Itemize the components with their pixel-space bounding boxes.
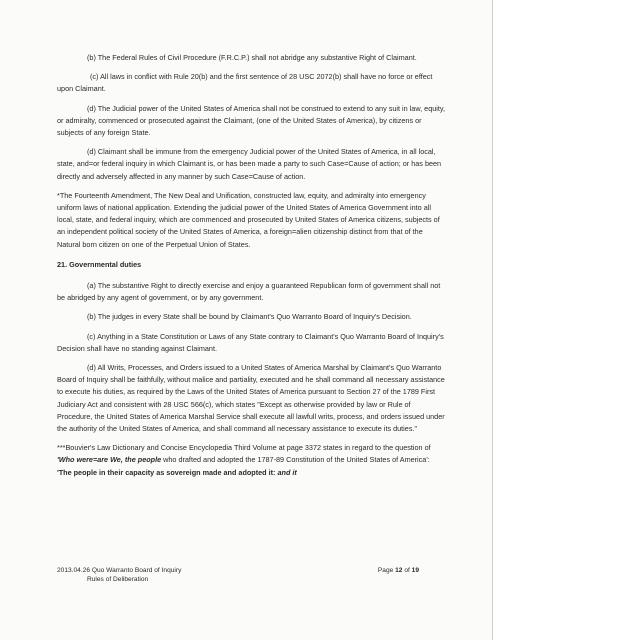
section-heading: 21. Governmental duties <box>57 259 142 269</box>
footer-document-title: 2013.04.26 Quo Warranto Board of Inquiry <box>57 567 182 574</box>
paragraph-c-laws-in-conflict: (c) All laws in conflict with Rule 20(b) and the first sentence of 28 USC 2072(b) shall have no force or effect upon Claimant. <box>57 72 433 94</box>
bouvier-text-2: who drafted and adopted the 1787-89 Constitution of the United States of America': <box>161 455 430 465</box>
section-paragraph-d: (d) All Writs, Processes, and Orders issued to a United States of America Marshal by Claimant's Quo Warranto Board of Inquiry shall be faithfully, without malice and partiality, executed and he shall command all necessary assistance to execute his duties, as required by the Laws of the United States of America pursuant to Section 27 of the 1789 First Judiciary Act and consistent with 28 USC 566(c), which states "Except as otherwise provided by law or Rule of Procedure, the United States of America Marshal Service shall execute all lawfull writs, process, and orders issued under the authority of the United States of America, and shall command all necessary assistance to execute its duties." <box>57 363 445 434</box>
footer-document-subtitle: Rules of Deliberation <box>87 575 149 583</box>
paragraph-b-frcp: (b) The Federal Rules of Civil Procedure (F.R.C.P.) shall not abridge any substantive Right of Claimant. <box>87 53 417 62</box>
bouvier-end-bold: 'The people in their capacity as sovereign made and adopted it: <box>57 467 276 477</box>
page-total: 19 <box>411 567 419 574</box>
paragraph-d-immunity: (d) Claimant shall be immune from the emergency Judicial power of the United States of America, in all local, state, and=or federal inquiry in which Claimant is, or has been made a party to such Case=Cause of action; or has been directly and adversely affected in any manner by such Case=Cause of action. <box>57 147 442 181</box>
bouvier-paragraph <box>57 442 445 479</box>
section-paragraph-b: (b) The judges in every State shall be bound by Claimant's Quo Warranto Board of Inquiry's Decision. <box>87 312 412 322</box>
page-current: 12 <box>395 567 403 574</box>
bouvier-end-bold-italic: and it <box>275 467 297 477</box>
page-number <box>378 567 419 576</box>
fourteenth-amendment-note: *The Fourteenth Amendment, The New Deal and Unification, constructed law, equity, and admiralty into emergency uniform laws of national application. Extending the judicial power of the United States of America Government into all local, state, and federal inquiry, which are commenced and prosecuted by United States of America citizens, subjects of an independent political society of the United States of America, a foreign=alien citizenship distinct from that of the Natural born citizen on one of the Perpetual Union of States. <box>57 190 440 249</box>
document-body <box>57 52 445 486</box>
section-paragraph-a: (a) The substantive Right to directly exercise and enjoy a guaranteed Republican form of government shall not be abridged by any agent of government, or by any government. <box>57 281 441 303</box>
bouvier-quote-bold: 'Who were=are We, the people <box>57 455 162 465</box>
page-of: of <box>402 567 412 574</box>
section-paragraph-c: (c) Anything in a State Constitution or Laws of any State contrary to Claimant's Quo Warranto Board of Inquiry's Decision shall have no standing against Claimant. <box>57 331 444 353</box>
bouvier-text-1: ***Bouvier's Law Dictionary and Concise Encyclopedia Third Volume at page 3372 states in regard to the question of <box>57 443 431 453</box>
paragraph-d-judicial-power: (d) The Judicial power of the United States of America shall not be construed to extend to any suit in law, equity, or admiralty, commenced or prosecuted against the Claimant, (one of the United States of America), by citizens or subjects of any foreign State. <box>57 103 446 138</box>
page-prefix: Page <box>377 567 396 574</box>
